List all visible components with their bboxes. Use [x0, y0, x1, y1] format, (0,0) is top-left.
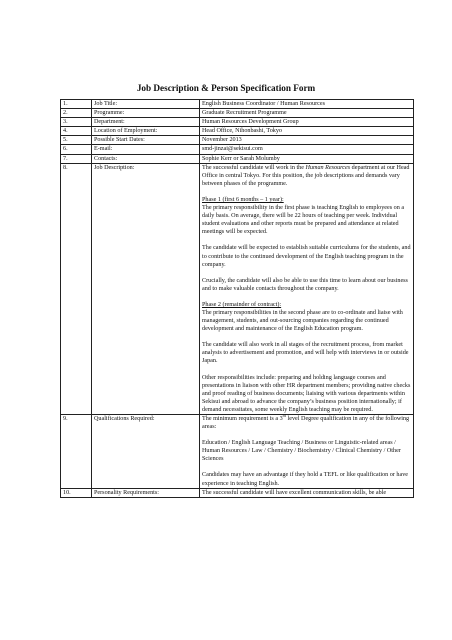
intro-paragraph: The successful candidate will work in the Human Resources department at our Head Office in central Tokyo. For this position, the job descriptions and demands vary between phases of the programme. — [202, 164, 410, 187]
phase1-heading: Phase 1 (first 6 months – 1 year): — [202, 196, 284, 203]
row-value: Human Resources Development Group — [200, 118, 414, 127]
table-row-personality — [61, 488, 414, 497]
row-label: Contacts: — [92, 154, 200, 163]
row-value: English Business Coordinator / Human Resources — [200, 100, 414, 109]
row-label: E-mail: — [92, 145, 200, 154]
table-row-qualifications — [61, 415, 414, 489]
row-number: 7. — [61, 154, 92, 163]
table-row-job-description — [61, 163, 414, 414]
table-row — [61, 154, 414, 163]
table-row — [61, 145, 414, 154]
qualifications-cell — [200, 412, 414, 489]
recruitment-paragraph: The candidate will also work in all stages of the recruitment process, from market analysis to advertisement and promotion, and will help with interviews in or outside Japan. — [202, 342, 409, 365]
row-value: Sophie Kerr or Sarah Molumby — [200, 154, 414, 163]
areas-paragraph: Education / English Language Teaching / Business or Linguistic-related areas / Human Resources / Law / Chemistry / Biochemistry / Clinical Chemistry / Other Sciences — [202, 440, 401, 463]
row-number: 3. — [61, 118, 92, 127]
row-label: Qualifications Required: — [92, 415, 200, 489]
row-label: Location of Employment: — [92, 127, 200, 136]
page-title: Job Description & Person Specification Form — [136, 83, 316, 93]
advantage-paragraph: Candidates may have an advantage if they hold a TEFL or like qualification or have experience in teaching English. — [202, 472, 408, 487]
phase2-paragraph: Phase 2 (remainder of contract): The primary responsibilities in the second phase are to co-ordinate and liaise with management, students, and out-sourcing companies regarding the continued development and maintenance of the English Education program. — [202, 301, 411, 333]
table-row — [61, 136, 414, 145]
row-number: 2. — [61, 109, 92, 118]
row-number: 1. — [61, 100, 92, 109]
row-value: Graduate Recruitment Programme — [200, 109, 414, 118]
row-number: 9. — [61, 415, 92, 489]
other-responsibilities-paragraph: Other responsibilities include: preparing and holding language courses and presentations in liaison with other HR department members; providing native checks and proof reading of business documents; liaising with various departments within Sekisui and abroad to advance the company’s business position internationally; if demand necessitates, some weekly English teaching may be required. — [202, 374, 411, 413]
crucially-paragraph: Crucially, the candidate will also be able to use this time to learn about our business and to make valuable contacts throughout the company. — [202, 277, 408, 292]
email-value[interactable]: smd-jinzai@sekisui.com — [200, 145, 414, 154]
row-label: Job Title: — [92, 100, 200, 109]
row-number: 8. — [61, 163, 92, 414]
job-spec-table — [60, 99, 414, 498]
row-label: Job Description: — [92, 163, 200, 414]
row-number: 5. — [61, 136, 92, 145]
row-value: Head Office, Nihonbashi, Tokyo — [200, 127, 414, 136]
curricula-paragraph: The candidate will be expected to establish suitable curriculums for the students, and to contribute to the continued development of the English teaching program in the company. — [202, 245, 411, 268]
row-value: November 2013 — [200, 136, 414, 145]
row-label: Possible Start Dates: — [92, 136, 200, 145]
phase1-paragraph: Phase 1 (first 6 months – 1 year): The primary responsibility in the first phase is teaching English to employees on a daily basis. On average, there will be 22 hours of teaching per week. Individual student evaluations and other reports must be prepared and attendance at related meetings will be expected. — [202, 196, 411, 236]
row-label: Department: — [92, 118, 200, 127]
job-description-cell — [200, 163, 414, 414]
table-row — [61, 109, 414, 118]
row-number: 6. — [61, 145, 92, 154]
table-row — [61, 118, 414, 127]
row-number: 10. — [61, 488, 92, 497]
row-label: Programme: — [92, 109, 200, 118]
phase2-heading: Phase 2 (remainder of contract): — [202, 301, 282, 308]
table-row — [61, 127, 414, 136]
row-number: 4. — [61, 127, 92, 136]
row-label: Personality Requirements: — [92, 488, 200, 497]
personality-text: The successful candidate will have excellent communication skills, be able — [200, 488, 414, 497]
department-emphasis: Human Resources — [305, 164, 351, 171]
table-row — [61, 100, 414, 109]
minimum-requirement-paragraph: The minimum requirement is a 3rd level Degree qualification in any of the following areas: — [202, 412, 410, 431]
